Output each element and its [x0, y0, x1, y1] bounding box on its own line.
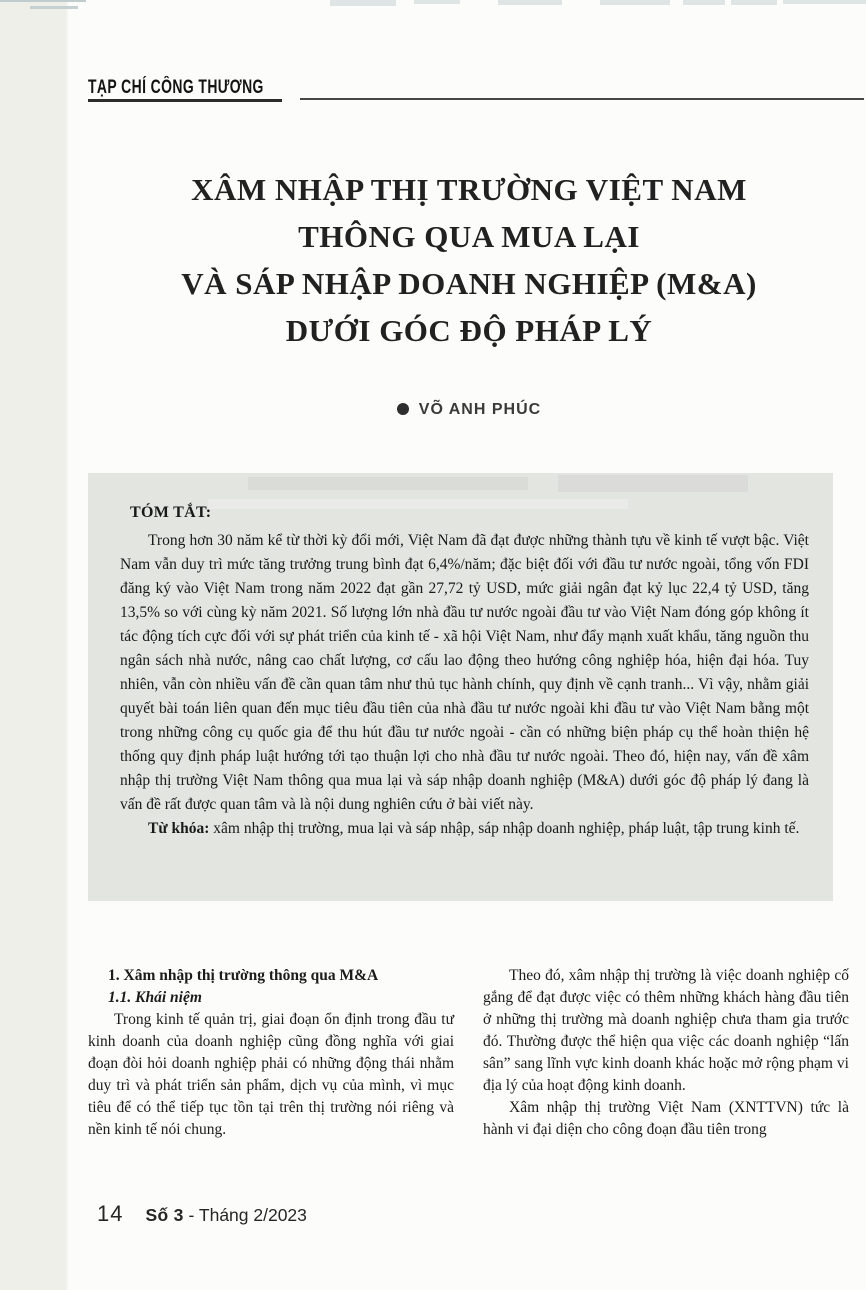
scan-smudge	[558, 475, 748, 492]
issue-date: - Tháng 2/2023	[183, 1205, 307, 1225]
scan-top-artifact	[683, 0, 725, 5]
author-row	[88, 401, 850, 419]
keywords-label: Từ khóa:	[148, 820, 210, 837]
article-title-line: XÂM NHẬP THỊ TRƯỜNG VIỆT NAM	[191, 172, 747, 207]
scan-smudge	[248, 477, 528, 490]
article-title-line: VÀ SÁP NHẬP DOANH NGHIỆP (M&A)	[181, 266, 757, 301]
section-heading: 1. Xâm nhập thị trường thông qua M&A	[108, 967, 379, 984]
scan-top-artifact	[0, 0, 86, 2]
abstract-box	[88, 473, 833, 901]
scan-top-artifact	[330, 0, 396, 6]
body-paragraph: Theo đó, xâm nhập thị trường là việc doanh nghiệp cố gắng để đạt được việc có thêm những khách hàng đầu tiên ở những thị trường mà doanh nghiệp chưa tham gia trước đó. Thường được thể hiện qua việc các doanh nghiệp “lấn sân” sang lĩnh vực kinh doanh khác hoặc mở rộng phạm vi địa lý của hoạt động kinh doanh.	[483, 967, 849, 1094]
issue-number: Số 3	[145, 1205, 184, 1225]
keywords-line	[120, 817, 809, 841]
page-footer	[97, 1201, 307, 1227]
journal-name: TẠP CHÍ CÔNG THƯƠNG	[88, 76, 264, 98]
scan-top-artifact	[498, 0, 562, 5]
issue-info	[145, 1205, 306, 1226]
scan-top-artifact	[731, 0, 777, 5]
scan-top-artifact	[600, 0, 670, 5]
page-number: 14	[97, 1201, 124, 1226]
article-title	[88, 166, 850, 354]
right-column	[483, 965, 849, 1141]
scan-top-artifact	[783, 0, 866, 4]
header-rule-left	[88, 99, 282, 102]
scan-band-edge	[66, 0, 68, 1290]
header-rule-right	[300, 98, 864, 100]
left-column	[88, 965, 454, 1141]
author-name: VÕ ANH PHÚC	[418, 401, 542, 418]
scan-top-artifact	[414, 0, 460, 4]
subsection-heading: 1.1. Khái niệm	[108, 989, 202, 1006]
author-bullet-icon	[397, 403, 409, 415]
body-columns	[88, 965, 849, 1141]
keywords-text: xâm nhập thị trường, mua lại và sáp nhập, sáp nhập doanh nghiệp, pháp luật, tập trung kinh tế.	[209, 820, 800, 837]
article-title-line: DƯỚI GÓC ĐỘ PHÁP LÝ	[285, 313, 653, 348]
scan-left-band	[0, 0, 66, 1290]
body-paragraph: Trong kinh tế quản trị, giai đoạn ổn định trong đầu tư kinh doanh của doanh nghiệp cũng đồng nghĩa với giai đoạn đòi hỏi doanh nghiệp phải có những động thái nhằm duy trì và phát triển sản phẩm, dịch vụ của mình, vì mục tiêu để có thể tiếp tục tồn tại trên thị trường nói riêng và nền kinh tế nói chung.	[88, 1011, 454, 1138]
abstract-heading: TÓM TẮT:	[130, 504, 212, 521]
abstract-text: Trong hơn 30 năm kể từ thời kỳ đổi mới, Việt Nam đã đạt được những thành tựu về kinh tế vượt bậc. Việt Nam vẫn duy trì mức tăng trưởng trung bình đạt 6,4%/năm; đặc biệt đối với đầu tư nước ngoài, tổng vốn FDI đăng ký vào Việt Nam trong năm 2022 đạt gần 27,72 tỷ USD, mức giải ngân đạt kỷ lục 22,4 tỷ USD, tăng 13,5% so với cùng kỳ năm 2021. Số lượng lớn nhà đầu tư nước ngoài đầu tư vào Việt Nam đóng góp không ít tác động tích cực đối với sự phát triển của kinh tế - xã hội Việt Nam, như đẩy mạnh xuất khẩu, tăng nguồn thu ngân sách nhà nước, nâng cao chất lượng, cơ cấu lao động theo hướng công nghiệp hóa, hiện đại hóa. Tuy nhiên, vẫn còn nhiều vấn đề cần quan tâm như thủ tục hành chính, quy định về cạnh tranh... Vì vậy, nhằm giải quyết bài toán liên quan đến mục tiêu đầu tiên của nhà đầu tư nước ngoài khi đầu tư vào Việt Nam bằng một trong những công cụ quốc gia để thu hút đầu tư nước ngoài - cần có những biện pháp cụ thể hoàn thiện hệ thống quy định pháp luật hướng tới tạo thuận lợi cho nhà đầu tư nước ngoài. Theo đó, hiện nay, vấn đề xâm nhập thị trường Việt Nam thông qua mua lại và sáp nhập doanh nghiệp (M&A) dưới góc độ pháp lý đang là vấn đề rất được quan tâm và là nội dung nghiên cứu ở bài viết này.	[120, 532, 809, 813]
body-paragraph: Xâm nhập thị trường Việt Nam (XNTTVN) tức là hành vi đại diện cho công đoạn đầu tiên trong	[483, 1099, 849, 1138]
scan-top-artifact	[30, 6, 78, 9]
article-title-line: THÔNG QUA MUA LẠI	[298, 219, 640, 254]
